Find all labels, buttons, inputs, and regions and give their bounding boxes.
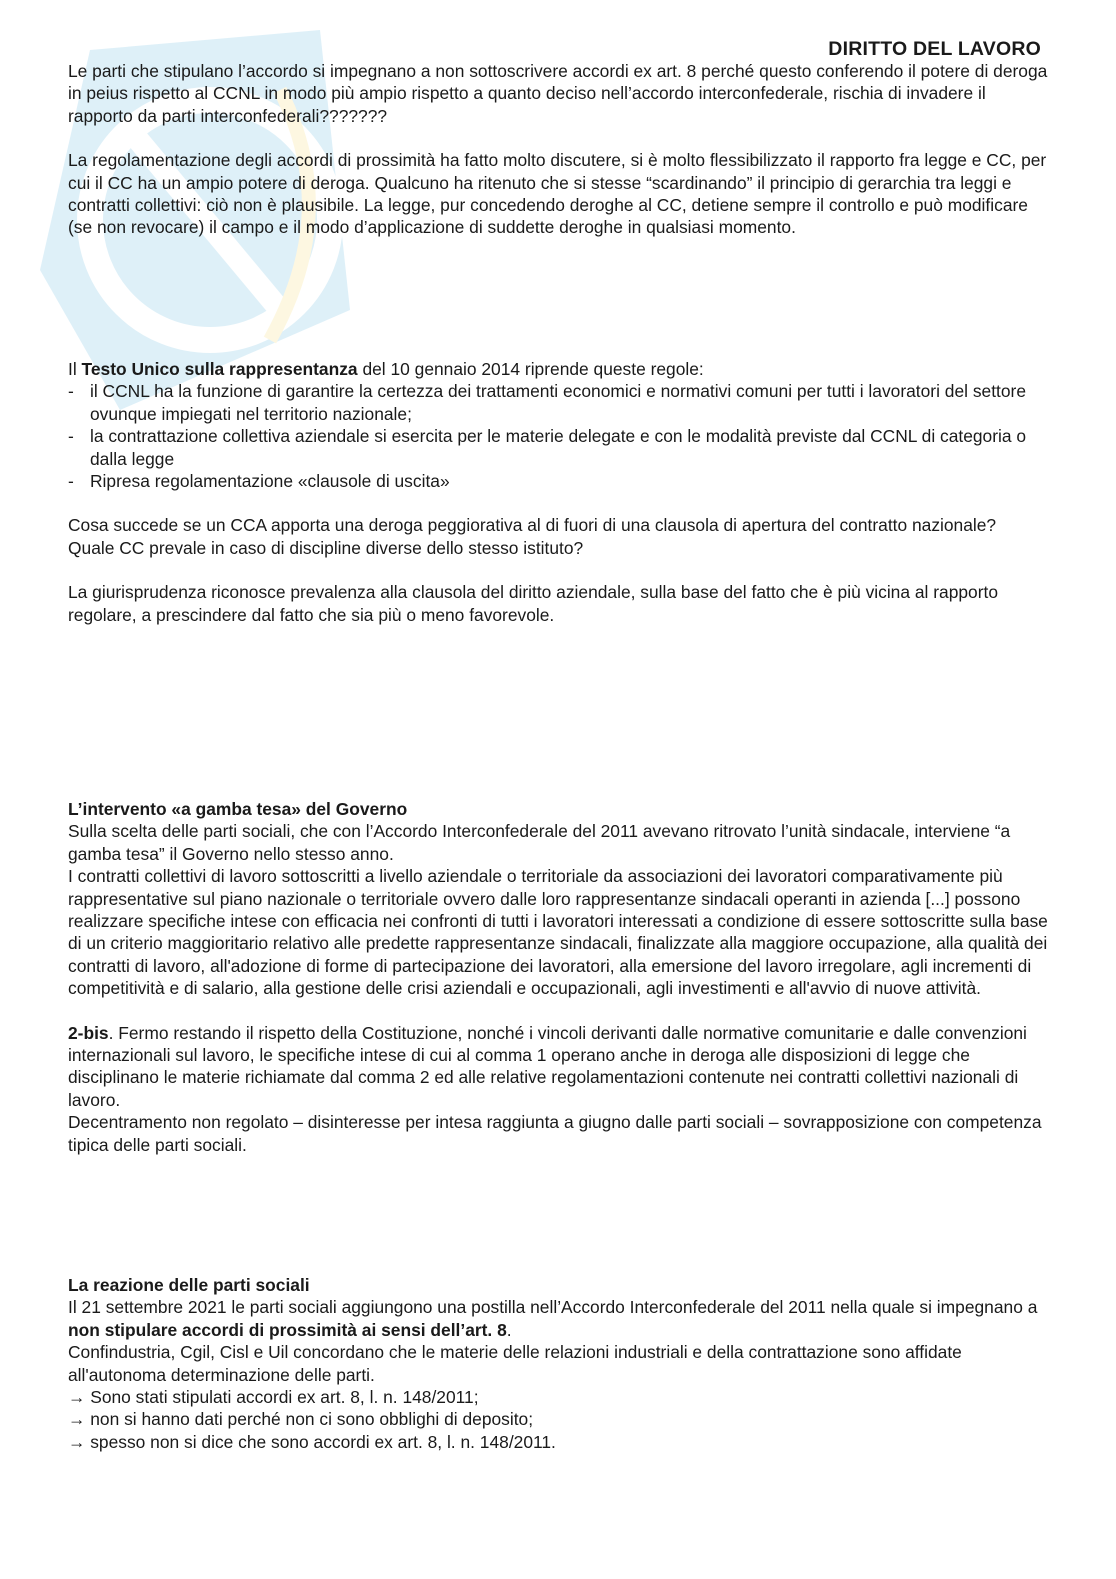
reazione-paragraph-2: Confindustria, Cgil, Cisl e Uil concordano che le materie delle relazioni industriali e della contrattazione sono affidate all'autonoma determinazione delle parti. [68,1342,962,1385]
intro-paragraph-2: La regolamentazione degli accordi di prossimità ha fatto molto discutere, si è molto flessibilizzato il rapporto fra legge e CC, per cui il CC ha un ampio potere di deroga. Qualcuno ha ritenuto che si stesse “scardinando” il principio di gerarchia tra leggi e contratti collettivi: ciò non è plausibile. La legge, pur concedendo deroghe al CC, detiene sempre il controllo e può modificare (se non revocare) il campo e il modo d’applicazione di suddette deroghe in qualsiasi momento. [68,150,1047,238]
bis-label: 2-bis [68,1022,109,1043]
section-heading-reazione [68,1274,1048,1296]
governo-paragraph-1: Sulla scelta delle parti sociali, che con l’Accordo Interconfederale del 2011 avevano ritrovato l’unità sindacale, interviene “a gamba tesa” il Governo nello stesso anno. [68,821,1011,864]
p1-bold: non stipulare accordi di prossimità ai sensi dell’art. 8 [68,1319,507,1340]
lead-bold: Testo Unico sulla rappresentanza [81,359,358,379]
section-heading-governo [68,798,1048,820]
lead-suffix: del 10 gennaio 2014 riprende queste regole: [357,359,704,379]
heading-text: L’intervento «a gamba tesa» del Governo [68,799,408,819]
list-item: - la contrattazione collettiva aziendale si esercita per le materie delegate e con le modalità previste dal CCNL di categoria o dalla legge [68,425,1048,470]
reazione-paragraph-1 [68,1296,1048,1341]
list-item: → Sono stati stipulati accordi ex art. 8, l. n. 148/2011; [68,1386,1048,1408]
question-1: Cosa succede se un CCA apporta una deroga peggiorativa al di fuori di una clausola di apertura del contratto nazionale? [68,515,997,536]
question-2: Quale CC prevale in caso di discipline diverse dello stesso istituto? [68,537,584,558]
testo-unico-list [68,380,1048,492]
list-item: → non si hanno dati perché non ci sono obblighi di deposito; [68,1408,1048,1430]
intro-paragraph-1: Le parti che stipulano l’accordo si impegnano a non sottoscrivere accordi ex art. 8 perché questo conferendo il potere di deroga in peius rispetto al CCNL in modo più ampio rispetto a quanto deciso nell’accordo interconfederale, rischia di invadere il rapporto da parti interconfederali??????? [68,61,1048,126]
governo-paragraph-2: I contratti collettivi di lavoro sottoscritti a livello aziendale o territoriale da associazioni dei lavoratori comparativamente più rappresentative sul piano nazionale o territoriale ovvero dalle loro rappresentanze sindacali operanti in azienda [...] possono realizzare specifiche intese con efficacia nei confronti di tutti i lavoratori interessati a condizione di essere sottoscritte sulla base di un criterio maggioritario relativo alle predette rappresentanze sindacali, finalizzate alla maggiore occupazione, alla qualità dei contratti di lavoro, all'adozione di forme di partecipazione dei lavoratori, alla emersione del lavoro irregolare, agli incrementi di competitività e di salario, alla gestione delle crisi aziendali e occupazionali, agli investimenti e all'avvio di nuove attività. [68,866,1048,999]
page-header-title: DIRITTO DEL LAVORO [828,38,1041,60]
reazione-arrow-list [68,1386,1048,1453]
p1-suffix: . [506,1319,512,1340]
governo-2bis-paragraph [68,1022,1048,1112]
list-item: → spesso non si dice che sono accordi ex art. 8, l. n. 148/2011. [68,1431,1048,1453]
p1-prefix: Il 21 settembre 2021 le parti sociali aggiungono una postilla nell’Accordo Interconfederale del 2011 nella quale si impegnano a [68,1297,1038,1318]
answer-paragraph: La giurisprudenza riconosce prevalenza alla clausola del diritto aziendale, sulla base del fatto che è più vicina al rapporto regolare, a prescindere dal fatto che sia più o meno favorevole. [68,582,999,625]
testo-unico-lead [68,358,1048,380]
list-item: - il CCNL ha la funzione di garantire la certezza dei trattamenti economici e normativi comuni per tutti i lavoratori del settore ovunque impiegati nel territorio nazionale; [68,380,1048,425]
governo-paragraph-3: Decentramento non regolato – disinteresse per intesa raggiunta a giugno dalle parti sociali – sovrapposizione con competenza tipica delle parti sociali. [68,1112,1042,1155]
heading-text: La reazione delle parti sociali [68,1275,310,1295]
lead-prefix: Il [68,359,82,379]
bis-text: . Fermo restando il rispetto della Costituzione, nonché i vincoli derivanti dalle normative comunitarie e dalle convenzioni internazionali sul lavoro, le specifiche intese di cui al comma 1 operano anche in deroga alle disposizioni di legge che disciplinano le materie richiamate dal comma 2 ed alle relative regolamentazioni contenute nei contratti collettivi nazionali di lavoro. [68,1022,1027,1110]
list-item: - Ripresa regolamentazione «clausole di uscita» [68,470,1048,492]
